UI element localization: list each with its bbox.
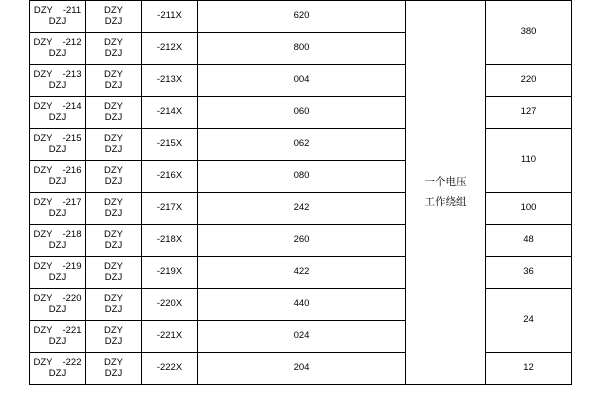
model-prefix-top: DZY — [33, 164, 53, 176]
value-cell: 260 — [198, 225, 406, 257]
model-number: -222 — [62, 356, 82, 368]
model-prefix-top: DZY — [33, 4, 53, 16]
model-number: -219 — [62, 260, 82, 272]
model-number: -217 — [62, 196, 82, 208]
model-prefix-top: DZY — [33, 36, 53, 48]
model-alt-number: -215X — [142, 129, 198, 161]
model-prefix-bottom: DZJ — [48, 303, 67, 315]
model-alt-prefix-top: DZY — [104, 4, 123, 16]
value-cell: 242 — [198, 193, 406, 225]
model-alt-number: -220X — [142, 289, 198, 321]
value-cell: 080 — [198, 161, 406, 193]
model-alt-number: -214X — [142, 97, 198, 129]
model-alt-number: -213X — [142, 65, 198, 97]
model-alt-prefix-bottom: DZJ — [104, 143, 123, 155]
model-cell — [30, 129, 86, 161]
table-row — [30, 65, 572, 97]
model-prefix-top: DZY — [33, 356, 53, 368]
model-alt-cell — [86, 129, 142, 161]
model-alt-number: -212X — [142, 33, 198, 65]
model-prefix-top: DZY — [33, 132, 53, 144]
model-alt-prefix-bottom: DZJ — [104, 111, 123, 123]
voltage-cell: 12 — [486, 353, 572, 385]
note-line-2: 工作绕组 — [424, 195, 467, 208]
model-number: -214 — [62, 100, 82, 112]
model-prefix-bottom: DZJ — [48, 335, 67, 347]
model-cell — [30, 193, 86, 225]
table-row — [30, 1, 572, 33]
voltage-cell: 100 — [486, 193, 572, 225]
note-cell — [406, 1, 486, 385]
specification-table — [29, 0, 572, 385]
model-alt-cell — [86, 65, 142, 97]
model-alt-prefix-bottom: DZJ — [104, 271, 123, 283]
model-alt-prefix-bottom: DZJ — [104, 207, 123, 219]
model-cell — [30, 65, 86, 97]
model-alt-prefix-bottom: DZJ — [104, 15, 123, 27]
model-cell — [30, 33, 86, 65]
model-prefix-top: DZY — [33, 68, 53, 80]
model-alt-number: -219X — [142, 257, 198, 289]
table-row — [30, 353, 572, 385]
model-alt-cell — [86, 161, 142, 193]
model-cell — [30, 97, 86, 129]
voltage-cell: 127 — [486, 97, 572, 129]
voltage-cell: 380 — [486, 1, 572, 65]
table-row — [30, 289, 572, 321]
value-cell: 004 — [198, 65, 406, 97]
table-row — [30, 193, 572, 225]
table-body — [30, 1, 572, 385]
model-prefix-top: DZY — [33, 260, 53, 272]
model-prefix-top: DZY — [33, 324, 53, 336]
model-alt-cell — [86, 225, 142, 257]
model-alt-number: -216X — [142, 161, 198, 193]
model-alt-prefix-bottom: DZJ — [104, 367, 123, 379]
model-cell — [30, 1, 86, 33]
model-alt-cell — [86, 1, 142, 33]
table-row — [30, 225, 572, 257]
model-prefix-bottom: DZJ — [48, 239, 67, 251]
model-number: -221 — [62, 324, 82, 336]
value-cell: 440 — [198, 289, 406, 321]
model-alt-cell — [86, 257, 142, 289]
model-prefix-bottom: DZJ — [48, 111, 67, 123]
voltage-cell: 36 — [486, 257, 572, 289]
model-alt-prefix-top: DZY — [104, 260, 123, 272]
model-alt-prefix-top: DZY — [104, 68, 123, 80]
value-cell: 620 — [198, 1, 406, 33]
model-prefix-bottom: DZJ — [48, 367, 67, 379]
model-prefix-bottom: DZJ — [48, 79, 67, 91]
model-alt-number: -221X — [142, 321, 198, 353]
model-alt-prefix-top: DZY — [104, 36, 123, 48]
value-cell: 800 — [198, 33, 406, 65]
model-cell — [30, 321, 86, 353]
model-alt-cell — [86, 353, 142, 385]
model-number: -213 — [62, 68, 82, 80]
model-alt-prefix-top: DZY — [104, 164, 123, 176]
model-prefix-top: DZY — [33, 292, 53, 304]
model-alt-prefix-top: DZY — [104, 356, 123, 368]
table-row — [30, 129, 572, 161]
model-cell — [30, 257, 86, 289]
model-prefix-bottom: DZJ — [48, 47, 67, 59]
model-alt-cell — [86, 193, 142, 225]
model-alt-cell — [86, 97, 142, 129]
model-prefix-bottom: DZJ — [48, 15, 67, 27]
voltage-cell: 220 — [486, 65, 572, 97]
model-alt-prefix-top: DZY — [104, 324, 123, 336]
model-alt-prefix-bottom: DZJ — [104, 47, 123, 59]
voltage-cell: 24 — [486, 289, 572, 353]
note-line-1: 一个电压 — [424, 175, 467, 188]
model-alt-prefix-bottom: DZJ — [104, 335, 123, 347]
model-number: -220 — [62, 292, 82, 304]
model-prefix-bottom: DZJ — [48, 143, 67, 155]
model-number: -215 — [62, 132, 82, 144]
table-row — [30, 257, 572, 289]
model-number: -211 — [62, 4, 82, 16]
value-cell: 060 — [198, 97, 406, 129]
model-alt-prefix-top: DZY — [104, 100, 123, 112]
value-cell: 204 — [198, 353, 406, 385]
model-alt-number: -222X — [142, 353, 198, 385]
model-alt-prefix-bottom: DZJ — [104, 239, 123, 251]
model-prefix-top: DZY — [33, 228, 53, 240]
voltage-cell: 110 — [486, 129, 572, 193]
model-alt-prefix-top: DZY — [104, 228, 123, 240]
model-alt-number: -218X — [142, 225, 198, 257]
model-number: -218 — [62, 228, 82, 240]
model-alt-prefix-top: DZY — [104, 132, 123, 144]
value-cell: 062 — [198, 129, 406, 161]
model-prefix-top: DZY — [33, 196, 53, 208]
model-alt-cell — [86, 289, 142, 321]
model-alt-number: -217X — [142, 193, 198, 225]
model-alt-prefix-top: DZY — [104, 292, 123, 304]
model-alt-prefix-bottom: DZJ — [104, 79, 123, 91]
model-alt-prefix-top: DZY — [104, 196, 123, 208]
model-cell — [30, 353, 86, 385]
value-cell: 422 — [198, 257, 406, 289]
model-cell — [30, 161, 86, 193]
model-prefix-bottom: DZJ — [48, 271, 67, 283]
model-cell — [30, 225, 86, 257]
model-alt-prefix-bottom: DZJ — [104, 175, 123, 187]
model-prefix-top: DZY — [33, 100, 53, 112]
model-alt-number: -211X — [142, 1, 198, 33]
model-alt-cell — [86, 33, 142, 65]
model-number: -212 — [62, 36, 82, 48]
table-row — [30, 97, 572, 129]
model-alt-prefix-bottom: DZJ — [104, 303, 123, 315]
model-alt-cell — [86, 321, 142, 353]
model-cell — [30, 289, 86, 321]
model-number: -216 — [62, 164, 82, 176]
value-cell: 024 — [198, 321, 406, 353]
voltage-cell: 48 — [486, 225, 572, 257]
model-prefix-bottom: DZJ — [48, 175, 67, 187]
model-prefix-bottom: DZJ — [48, 207, 67, 219]
